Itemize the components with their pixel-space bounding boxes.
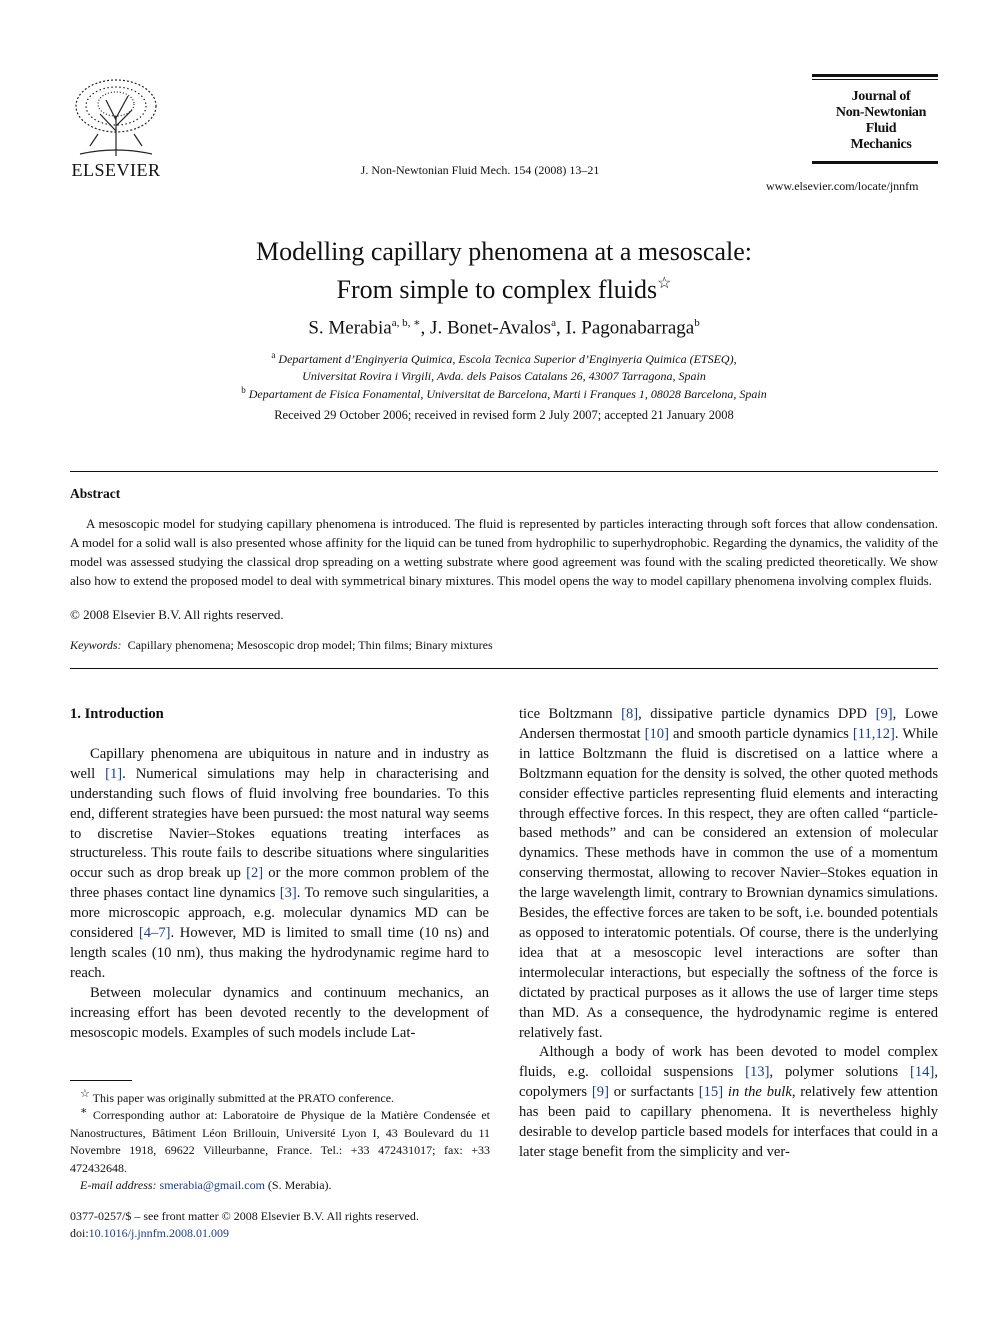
- footnote-2: ∗ Corresponding author at: Laboratoire de Physique de la Matière Condensée et Nanostructures, Bâtiment Léon Brillouin, Université Lyon I, 43 Boulevard du 11 Novembre 1918, 69622 Villeurbanne, France. Tel.: +33 472431017; fax: +33 472432648. E-mail address: smerabia@gmail.com (S. Merabia).: [70, 1105, 491, 1192]
- doi-link[interactable]: 10.1016/j.jnnfm.2008.01.009: [88, 1226, 230, 1240]
- paragraph: tice Boltzmann [8], dissipative particle dynamics DPD [9], Lowe Andersen thermostat [10] and smooth particle dynamics [11,12]. While in lattice Boltzmann the fluid is discretised on a lattice where a Boltzmann equation for the density is solved, the other quoted methods consider effective particles representing fluid elements and interacting through effective forces. In this respect, they are often called “particle-based methods” and can be considered an extension of molecular dynamics. These methods have in common the use of a momentum conserving thermostat, allowing to recover Navier–Stokes equation in the large wavelength limit, contrary to Brownian dynamics simulations. Besides, the effective forces are taken to be soft, i.e. bounded potentials as opposed to interatomic potentials. Of course, there is the underlying idea that at a mesoscopic level interactions are softer than intermolecular interactions, but especially the softness of the force is dictated by practical purposes as it allows the use of larger time steps than MD. As a consequence, the hydrodynamic regime is entered relatively fast.: [519, 706, 938, 1041]
- citation-link[interactable]: [13]: [745, 1064, 770, 1081]
- journal-title-box: [812, 74, 938, 164]
- citation-link[interactable]: [15]: [698, 1084, 724, 1101]
- left-column: [70, 705, 489, 1044]
- journal-url[interactable]: www.elsevier.com/locate/jnnfm: [766, 179, 919, 193]
- author-list: S. Merabia$^{a, b, ∗}$, J. Bonet-Avalos$^a$, I. Pagonabarraga$^b$: [308, 317, 700, 339]
- paragraph: Capillary phenomena are ubiquitous in nature and in industry as well [1]. Numerical simulations may help in characterising and understanding such flows of fluid involving free boundaries. To this end, different strategies have been pursued: the most natural way seems to discretise Navier–Stokes equations treating interfaces as structureless. This route fails to describe situations where singularities occur such as drop break up [2] or the more common problem of the three phases contact line dynamics [3]. To remove such singularities, a more microscopic approach, e.g. molecular dynamics MD can be considered [4–7]. However, MD is limited to small time (10 ns) and length scales (10 nm), thus making the hydrodynamic regime hard to reach.: [70, 745, 490, 981]
- section-heading: 1. Introduction: [70, 706, 164, 722]
- citation-link[interactable]: [3]: [279, 885, 297, 902]
- author-name: I. Pagonabarraga: [565, 317, 695, 339]
- keywords: [70, 638, 493, 653]
- citation-link[interactable]: [9]: [591, 1084, 609, 1101]
- title-note-mark[interactable]: ☆: [657, 275, 672, 292]
- citation-link[interactable]: [10]: [644, 725, 669, 742]
- journal-citation: J. Non-Newtonian Fluid Mech. 154 (2008) 13–21: [360, 163, 600, 177]
- citation-link[interactable]: [8]: [621, 706, 639, 722]
- divider-bottom: [70, 668, 938, 669]
- journal-title: Journal of Non-Newtonian Fluid Mechanics: [835, 89, 927, 152]
- right-column: [519, 705, 938, 1163]
- abstract-copyright: © 2008 Elsevier B.V. All rights reserved.: [70, 607, 284, 622]
- citation-link[interactable]: [4–7]: [138, 925, 171, 942]
- author-name: S. Merabia: [308, 317, 392, 339]
- tree-icon: [70, 76, 162, 158]
- author-affiliation-marks[interactable]: b: [694, 317, 700, 329]
- front-matter: [70, 1208, 419, 1242]
- publisher-name: ELSEVIER: [71, 160, 161, 180]
- footnote-rule: [70, 1080, 132, 1081]
- article-title: Modelling capillary phenomena at a mesoscale: From simple to complex fluids☆: [256, 237, 752, 304]
- footnote-1: ☆ This paper was originally submitted at the PRATO conference.: [80, 1088, 395, 1105]
- author-affiliation-marks[interactable]: a: [551, 317, 556, 329]
- keywords-text: Capillary phenomena; Mesoscopic drop model; Thin films; Binary mixtures: [127, 638, 493, 652]
- keywords-label: Keywords:: [70, 638, 122, 652]
- paragraph: Between molecular dynamics and continuum mechanics, an increasing effort has been devoted recently to the development of mesoscopic models. Examples of such models include Lat-: [70, 984, 489, 1041]
- affiliation-b: $^b$ Departament de Fisica Fonamental, Universitat de Barcelona, Marti i Franques 1, 08028 Barcelona, Spain: [241, 385, 767, 401]
- issn-line: 0377-0257/$ – see front matter © 2008 Elsevier B.V. All rights reserved.: [70, 1209, 419, 1223]
- author-affiliation-marks[interactable]: a, b, ∗: [391, 317, 421, 329]
- elsevier-logo: [70, 76, 162, 181]
- journal-rule-bottom: [812, 161, 938, 164]
- author-name: J. Bonet-Avalos: [430, 317, 552, 339]
- affiliation-a: $^a$ Departament d’Enginyeria Quimica, Escola Tecnica Superior d’Enginyeria Quimica (ETSEQ), Universitat Rovira i Virgili, Avda. dels Paisos Catalans 26, 43007 Tarragona, Spain: [271, 350, 737, 383]
- citation-link[interactable]: [1]: [105, 765, 123, 782]
- citation-link[interactable]: [2]: [246, 865, 264, 882]
- abstract-text: A mesoscopic model for studying capillary phenomena is introduced. The fluid is represented by particles interacting through soft forces that allow condensation. A model for a solid wall is also presented whose affinity for the liquid can be tuned from hydrophilic to superhydrophobic. Regarding the dynamics, the validity of the model was assessed studying the classical drop spreading on a wetting substrate where good agreement was found with the scaling predicted theoretically. We show also how to extend the proposed model to deal with symmetrical binary mixtures. This model opens the way to model capillary phenomena involving complex fluids.: [70, 516, 938, 588]
- journal-rule-thin: [812, 79, 938, 80]
- received-dates: Received 29 October 2006; received in revised form 2 July 2007; accepted 21 January 2008: [274, 408, 734, 422]
- email-link[interactable]: smerabia@gmail.com: [159, 1178, 265, 1192]
- citation-link[interactable]: [14]: [910, 1064, 935, 1081]
- citation-link[interactable]: [9]: [875, 706, 893, 722]
- divider-top: [70, 471, 938, 472]
- paragraph: Although a body of work has been devoted to model complex fluids, e.g. colloidal suspensions [13], polymer solutions [14], copolymers [9] or surfactants [15] in the bulk, relatively few attention has been paid to capillary phenomena. It is nevertheless highly desirable to develop particle based models for interfaces that could in a later stage benefit from the simplicity and ver-: [519, 1044, 938, 1160]
- doi-line: doi:10.1016/j.jnnfm.2008.01.009: [70, 1226, 230, 1240]
- citation-link[interactable]: [11,12]: [852, 725, 895, 742]
- abstract-heading: Abstract: [70, 486, 121, 501]
- journal-rule-top: [812, 74, 938, 77]
